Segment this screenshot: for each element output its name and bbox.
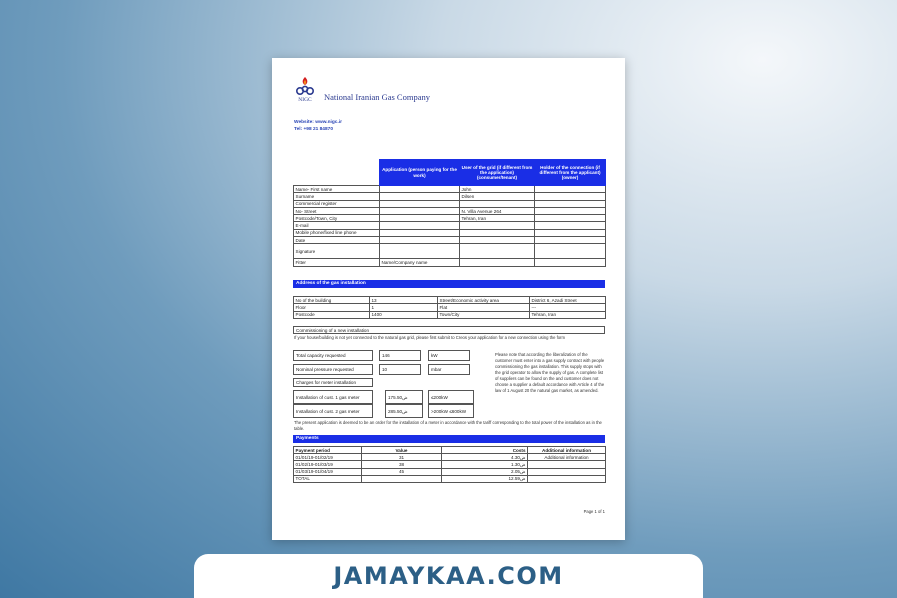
cell xyxy=(380,237,460,244)
column-header: Application (person paying for the work) xyxy=(380,160,460,186)
supplier-note: Please note that according the liberalization of the customer must enter into a gas supply contract with people commissioning the gas installation. This supply stops with the grid operator to allow the supply of gas. A complete list of suppliers can be found on the and customer does not choose a supplier a default accordance with Article 4 of the law of 1 August 20 the natural gas market, as amended. xyxy=(495,352,605,393)
cell: 1 xyxy=(370,304,438,311)
meter-1-limit: ≤200kW xyxy=(428,390,474,404)
company-name: National Iranian Gas Company xyxy=(324,92,430,102)
cell: 12.59ض xyxy=(442,475,528,482)
page-number: Page 1 of 1 xyxy=(583,509,605,515)
cell xyxy=(380,215,460,222)
cell xyxy=(535,193,606,200)
table-row xyxy=(294,215,606,222)
cell xyxy=(528,461,606,468)
applicants-table xyxy=(293,159,606,267)
column-header: Additional information xyxy=(528,447,606,454)
table-row xyxy=(294,311,606,318)
cell: Flat xyxy=(438,304,530,311)
nominal-pressure-unit: mbar xyxy=(428,364,470,375)
total-capacity-value: 146 xyxy=(379,350,421,361)
cell: --- xyxy=(530,304,606,311)
cell: 01/03/19-01/04/19 xyxy=(294,468,362,475)
cell: 2.05ض xyxy=(442,468,528,475)
cell xyxy=(380,207,460,214)
address-section-title: Address of the gas installation xyxy=(293,280,605,288)
meter-1-price: 175.50ض xyxy=(385,390,423,404)
table-row xyxy=(294,297,606,304)
table-row xyxy=(294,222,606,229)
cell xyxy=(535,244,606,259)
meter-charges-title: Charges for meter installation xyxy=(293,378,373,387)
table-header-row xyxy=(294,447,606,454)
address-table xyxy=(293,296,606,319)
column-header: Value xyxy=(362,447,442,454)
cell: 1.30ض xyxy=(442,461,528,468)
cell xyxy=(380,229,460,236)
cell xyxy=(380,186,460,193)
column-header: Payment period xyxy=(294,447,362,454)
table-row xyxy=(294,244,606,259)
cell: Postcode xyxy=(294,311,370,318)
total-capacity-label: Total capacity requested xyxy=(293,350,373,361)
table-row xyxy=(294,461,606,468)
row-label: E-mail xyxy=(294,222,380,229)
table-row xyxy=(294,259,606,266)
cell: No of the building xyxy=(294,297,370,304)
table-row xyxy=(294,468,606,475)
commissioning-title: Commissioning of a new installation xyxy=(293,326,605,334)
row-label: Fitter xyxy=(294,259,380,266)
cell xyxy=(535,200,606,207)
cell xyxy=(460,200,535,207)
cell: 4.30ض xyxy=(442,454,528,461)
cell xyxy=(460,229,535,236)
cell xyxy=(528,468,606,475)
row-label: Signature xyxy=(294,244,380,259)
nominal-pressure-value: 10 xyxy=(379,364,421,375)
cell: Name/Company name xyxy=(380,259,460,266)
table-row xyxy=(294,229,606,236)
table-row xyxy=(294,200,606,207)
payments-title: Payments xyxy=(293,435,605,443)
cell: Floor xyxy=(294,304,370,311)
cell xyxy=(528,475,606,482)
cell xyxy=(535,186,606,193)
website-text: Website: www.nigc.ir xyxy=(294,120,342,125)
document-page xyxy=(272,58,625,540)
logo-text: NIGC xyxy=(298,97,312,102)
row-label: Commercial register xyxy=(294,200,380,207)
column-header: User of the grid (if different from the application) (consumer/tenant) xyxy=(460,160,535,186)
nominal-pressure-label: Nominal pressure requested xyxy=(293,364,373,375)
nigc-flame-logo-icon xyxy=(293,76,317,102)
cell xyxy=(535,229,606,236)
cell xyxy=(535,222,606,229)
cell: N. Villa Avenue 264 xyxy=(460,207,535,214)
row-label: Postcode/Town, City xyxy=(294,215,380,222)
cell: Town/City xyxy=(438,311,530,318)
column-header: Costs xyxy=(442,447,528,454)
cell: Tehran, Iran xyxy=(460,215,535,222)
cell: Tehran, Iran xyxy=(530,311,606,318)
cell xyxy=(535,207,606,214)
cell xyxy=(460,244,535,259)
cell: 1400 xyxy=(370,311,438,318)
cell: 38 xyxy=(362,461,442,468)
cell xyxy=(460,222,535,229)
cell xyxy=(362,475,442,482)
payments-table xyxy=(293,446,606,483)
row-label: No- Street xyxy=(294,207,380,214)
meter-1-label: Installation of cust. 1 gas meter xyxy=(293,390,373,404)
meter-2-price: 285.50ض xyxy=(385,404,423,418)
row-label: Date xyxy=(294,237,380,244)
cell xyxy=(380,193,460,200)
table-row xyxy=(294,475,606,482)
cell: Street/Economic activity area xyxy=(438,297,530,304)
cell xyxy=(460,259,535,266)
table-row xyxy=(294,207,606,214)
cell xyxy=(380,222,460,229)
row-label: Name- First name xyxy=(294,186,380,193)
cell: District 6, Azadi Street xyxy=(530,297,606,304)
table-row xyxy=(294,186,606,193)
cell xyxy=(460,237,535,244)
cell xyxy=(535,259,606,266)
table-row xyxy=(294,304,606,311)
corner-cell xyxy=(294,160,380,186)
meter-2-limit: >200kW ≤600kW xyxy=(428,404,474,418)
cell: 31 xyxy=(362,454,442,461)
cell xyxy=(380,244,460,259)
cell: 01/02/19-01/03/19 xyxy=(294,461,362,468)
telephone-text: Tel: +98 21 84870 xyxy=(294,127,333,132)
row-label: Surname xyxy=(294,193,380,200)
cell: 13 xyxy=(370,297,438,304)
cell: 45 xyxy=(362,468,442,475)
cell xyxy=(535,215,606,222)
cell xyxy=(535,237,606,244)
commissioning-text: If your house/building is not yet connected to the natural gas grid, please first submit to Creos your application for a new connection using the form xyxy=(294,335,565,340)
footer-brand-text: JAMAYKAA.COM xyxy=(333,562,564,590)
cell xyxy=(380,200,460,207)
table-row xyxy=(294,193,606,200)
table-row xyxy=(294,454,606,461)
row-label: Mobile phone/fixed line phone xyxy=(294,229,380,236)
meter-2-label: Installation of cust. 2 gas meter xyxy=(293,404,373,418)
table-row xyxy=(294,237,606,244)
cell: John xyxy=(460,186,535,193)
cell: Additional information xyxy=(528,454,606,461)
cell: 01/01/19-01/02/19 xyxy=(294,454,362,461)
total-capacity-unit: kW xyxy=(428,350,470,361)
footer-banner xyxy=(194,554,703,598)
cell: TOTAL xyxy=(294,475,362,482)
column-header: Holder of the connection (if different from the applicant) (owner) xyxy=(535,160,606,186)
cell: Dilsen xyxy=(460,193,535,200)
meter-footnote: The present application is deemed to be an order for the installation of a meter in accordance with the tariff corresponding to the total power of the installation as in the table. xyxy=(294,420,602,431)
